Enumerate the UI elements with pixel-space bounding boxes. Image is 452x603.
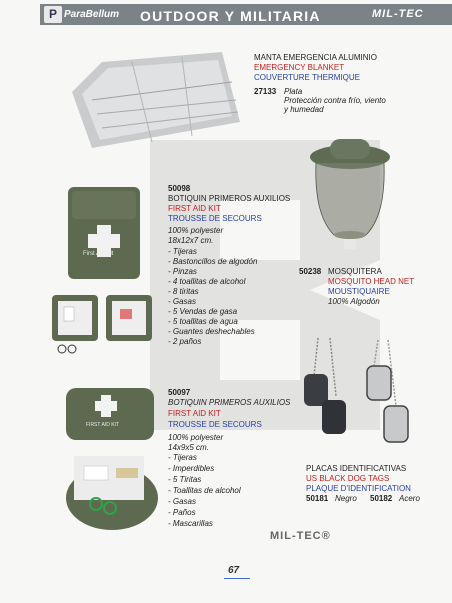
kit1-name-es: BOTIQUIN PRIMEROS AUXILIOS	[168, 194, 291, 203]
kit2-item: - Mascarillas	[168, 519, 213, 528]
first-aid-pouch-image	[64, 183, 144, 283]
emergency-blanket-image	[72, 52, 242, 150]
kit1-item: - Bastoncillos de algodón	[168, 257, 258, 266]
kit1-item: - 4 toallitas de alcohol	[168, 277, 246, 286]
kit1-item: - 2 paños	[168, 337, 202, 346]
kit2-item: - Paños	[168, 508, 196, 517]
dogtags-code-black: 50181	[306, 494, 329, 503]
mosquito-head-net-image	[308, 135, 392, 250]
header-brand: MIL-TEC	[372, 8, 424, 20]
kit1-item: - 8 tiritas	[168, 287, 199, 296]
kit1-name-fr: TROUSSE DE SECOURS	[168, 214, 262, 223]
dogtags-name-en: US BLACK DOG TAGS	[306, 474, 390, 483]
mosquito-code: 50238	[299, 267, 322, 276]
kit1-code: 50098	[168, 184, 191, 193]
first-aid-small-contents-image	[60, 448, 160, 532]
dogtags-name-fr: PLAQUE D'IDENTIFICATION	[306, 484, 411, 493]
blanket-desc-2: y humedad	[284, 105, 324, 114]
pouch-label: First Aid Kit	[83, 251, 114, 257]
kit2-item: - Tijeras	[168, 453, 197, 462]
page-number: 67	[228, 565, 240, 576]
dogtags-name-es: PLACAS IDENTIFICATIVAS	[306, 464, 407, 473]
kit1-item: - 5 Vendas de gasa	[168, 307, 238, 316]
dogtags-label-black: Negro	[335, 494, 357, 503]
kit1-name-en: FIRST AID KIT	[168, 204, 221, 213]
blanket-color: Plata	[284, 87, 303, 96]
mosquito-name-fr: MOUSTIQUAIRE	[328, 287, 390, 296]
kit2-size: 14x9x5 cm.	[168, 443, 209, 452]
kit1-item: - Pinzas	[168, 267, 197, 276]
blanket-code: 27133	[254, 87, 277, 96]
footer-brand: MIL-TEC®	[270, 530, 331, 542]
kit1-size: 18x12x7 cm.	[168, 236, 214, 245]
mosquito-name-en: MOSQUITO HEAD NET	[328, 277, 415, 286]
mosquito-name-es: MOSQUITERA	[328, 267, 382, 276]
page-title: OUTDOOR Y MILITARIA	[140, 8, 321, 24]
blanket-name-en: EMERGENCY BLANKET	[254, 63, 345, 72]
kit2-name-fr: TROUSSE DE SECOURS	[168, 420, 262, 429]
blanket-name-es: MANTA EMERGENCIA ALUMINIO	[254, 53, 377, 62]
first-aid-pouch-small-image	[64, 386, 156, 442]
kit2-name-es: BOTIQUIN PRIMEROS AUXILIOS	[168, 398, 291, 407]
mosquito-material: 100% Algodón	[328, 297, 380, 306]
blanket-name-fr: COUVERTURE THERMIQUE	[254, 73, 360, 82]
kit2-item: - Toallitas de alcohol	[168, 486, 241, 495]
blanket-desc-1: Protección contra frío, viento	[284, 96, 386, 105]
kit2-item: - Gasas	[168, 497, 197, 506]
kit1-item: - Tijeras	[168, 247, 197, 256]
kit1-item: - 5 toallitas de agua	[168, 317, 238, 326]
kit2-code: 50097	[168, 388, 191, 397]
first-aid-contents-image	[50, 291, 154, 357]
small-pouch-label: FIRST AID KIT	[86, 422, 119, 428]
dog-tags-image	[300, 336, 420, 456]
kit2-material: 100% polyester	[168, 433, 224, 442]
kit2-item: - Imperdibles	[168, 464, 215, 473]
dogtags-code-steel: 50182	[370, 494, 393, 503]
kit1-item: - Gasas	[168, 297, 197, 306]
kit2-item: - 5 Tiritas	[168, 475, 202, 484]
page-number-underline	[224, 578, 250, 579]
brand-name: ParaBellum	[64, 9, 120, 20]
kit1-item: - Guantes deshechables	[168, 327, 255, 336]
kit2-name-en: FIRST AID KIT	[168, 409, 221, 418]
parabellum-logo-icon: P	[44, 6, 62, 23]
kit1-material: 100% polyester	[168, 226, 224, 235]
dogtags-label-steel: Acero	[399, 494, 420, 503]
